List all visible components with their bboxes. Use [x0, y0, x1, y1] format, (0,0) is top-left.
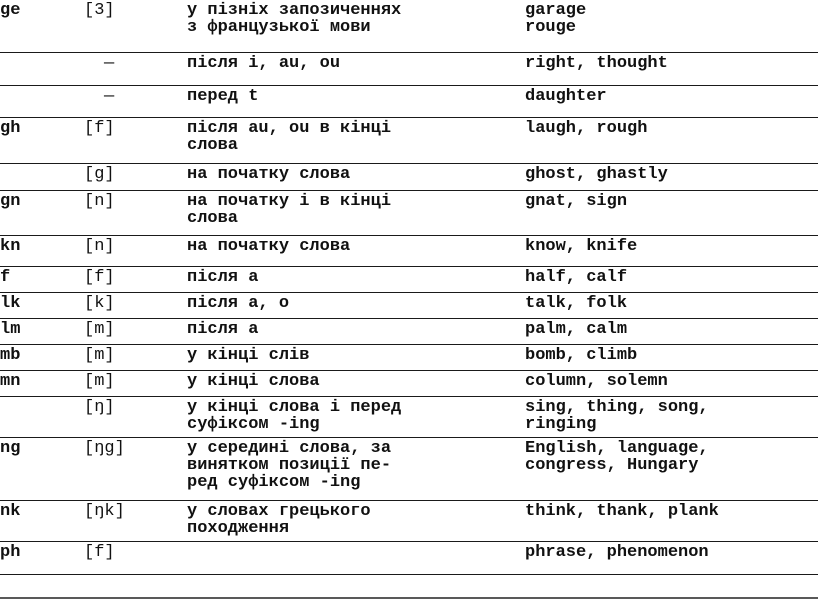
rule-line: у кінці слова і перед: [187, 397, 402, 417]
position-rule: [187, 117, 525, 163]
example-line: half, calf: [525, 267, 628, 287]
rule-line: після i, au, ou: [187, 53, 341, 73]
example-words: [525, 117, 818, 163]
example-words: [525, 437, 818, 500]
letter-combination: [0, 52, 84, 85]
sound-transcription: [ŋg]: [84, 437, 187, 500]
letter-combination: nk: [0, 500, 84, 541]
sound-transcription: [m]: [84, 344, 187, 370]
letter-combination: mn: [0, 370, 84, 396]
example-line: daughter: [525, 86, 607, 106]
letter-combination: ng: [0, 437, 84, 500]
example-words: [525, 190, 818, 235]
sound-transcription: —: [84, 52, 187, 85]
table-row: [0, 163, 818, 190]
example-words: [525, 541, 818, 574]
example-line: right, thought: [525, 53, 668, 73]
rule-line: слова: [187, 208, 239, 228]
table-row: [0, 52, 818, 85]
rule-line: перед t: [187, 86, 259, 106]
table-row: [0, 0, 818, 52]
example-line: garage: [525, 1, 587, 20]
position-rule: [187, 266, 525, 292]
example-line: bomb, climb: [525, 345, 638, 365]
letter-combination: mb: [0, 344, 84, 370]
sound-transcription: [f]: [84, 541, 187, 574]
rule-line: на початку слова: [187, 164, 351, 184]
table-row: [0, 318, 818, 344]
rule-line: після au, ou в кінці: [187, 118, 392, 138]
example-line: rouge: [525, 18, 577, 37]
letter-combination: [0, 85, 84, 117]
sound-transcription: [m]: [84, 370, 187, 396]
position-rule: [187, 437, 525, 500]
letter-combination: lm: [0, 318, 84, 344]
example-line: palm, calm: [525, 319, 628, 339]
position-rule: [187, 52, 525, 85]
sound-transcription: [f]: [84, 266, 187, 292]
sound-transcription: [m]: [84, 318, 187, 344]
position-rule: [187, 396, 525, 437]
table-row: [0, 370, 818, 396]
position-rule: [187, 85, 525, 117]
example-line: sing, thing, song,: [525, 397, 709, 417]
table-row: [0, 344, 818, 370]
table-row: [0, 85, 818, 117]
table-row: [0, 266, 818, 292]
position-rule: [187, 190, 525, 235]
position-rule: [187, 500, 525, 541]
rule-line: походження: [187, 518, 290, 538]
letter-combination: f: [0, 266, 84, 292]
example-line: think, thank, plank: [525, 501, 719, 521]
table-row: [0, 117, 818, 163]
rule-line: після a, o: [187, 293, 290, 313]
rule-line: у кінці слів: [187, 345, 310, 365]
rule-line: після а: [187, 267, 259, 287]
letter-combination: gh: [0, 117, 84, 163]
rule-line: на початку і в кінці: [187, 191, 392, 211]
sound-transcription: [3]: [84, 0, 187, 52]
example-words: [525, 396, 818, 437]
example-words: [525, 0, 818, 52]
example-line: ghost, ghastly: [525, 164, 668, 184]
rule-line: винятком позиції пе-: [187, 455, 392, 475]
letter-combination: ge: [0, 0, 84, 52]
letter-combination: gn: [0, 190, 84, 235]
rule-line: на початку слова: [187, 236, 351, 256]
example-words: [525, 163, 818, 190]
example-line: gnat, sign: [525, 191, 628, 211]
example-line: ringing: [525, 414, 597, 434]
example-line: phrase, phenomenon: [525, 542, 709, 562]
rule-line: у пізніх запозиченнях: [187, 1, 402, 20]
example-words: [525, 292, 818, 318]
table-row: [0, 235, 818, 266]
sound-transcription: [g]: [84, 163, 187, 190]
position-rule: [187, 235, 525, 266]
table-row: [0, 190, 818, 235]
table-row: [0, 292, 818, 318]
sound-transcription: [ŋ]: [84, 396, 187, 437]
rule-line: у кінці слова: [187, 371, 320, 391]
example-words: [525, 266, 818, 292]
position-rule: [187, 541, 525, 574]
position-rule: [187, 318, 525, 344]
example-words: [525, 500, 818, 541]
sound-transcription: —: [84, 85, 187, 117]
sound-transcription: [n]: [84, 190, 187, 235]
position-rule: [187, 344, 525, 370]
letter-combination: lk: [0, 292, 84, 318]
letter-combination: [0, 396, 84, 437]
sound-transcription: [f]: [84, 117, 187, 163]
example-words: [525, 85, 818, 117]
example-words: [525, 52, 818, 85]
letter-combination: [0, 163, 84, 190]
rule-line: після а: [187, 319, 259, 339]
sound-transcription: [ŋk]: [84, 500, 187, 541]
bottom-rule: [0, 596, 818, 608]
letter-combination: ph: [0, 541, 84, 574]
rule-line: ред суфіксом -ing: [187, 472, 361, 492]
position-rule: [187, 370, 525, 396]
table-row: [0, 541, 818, 574]
rule-line: з французької мови: [187, 18, 371, 37]
example-words: [525, 235, 818, 266]
rule-line: слова: [187, 135, 239, 155]
example-line: congress, Hungary: [525, 455, 699, 475]
letter-combination: kn: [0, 235, 84, 266]
position-rule: [187, 292, 525, 318]
example-line: talk, folk: [525, 293, 628, 313]
rule-line: у середині слова, за: [187, 438, 392, 458]
example-line: English, language,: [525, 438, 709, 458]
rule-line: у словах грецького: [187, 501, 371, 521]
table-row: [0, 500, 818, 541]
table-row: [0, 396, 818, 437]
example-words: [525, 370, 818, 396]
sound-transcription: [n]: [84, 235, 187, 266]
table-row: [0, 437, 818, 500]
example-words: [525, 318, 818, 344]
sound-transcription: [k]: [84, 292, 187, 318]
rule-line: суфіксом -ing: [187, 414, 320, 434]
position-rule: [187, 0, 525, 52]
position-rule: [187, 163, 525, 190]
example-line: laugh, rough: [525, 118, 648, 138]
example-line: column, solemn: [525, 371, 668, 391]
example-line: know, knife: [525, 236, 638, 256]
example-words: [525, 344, 818, 370]
